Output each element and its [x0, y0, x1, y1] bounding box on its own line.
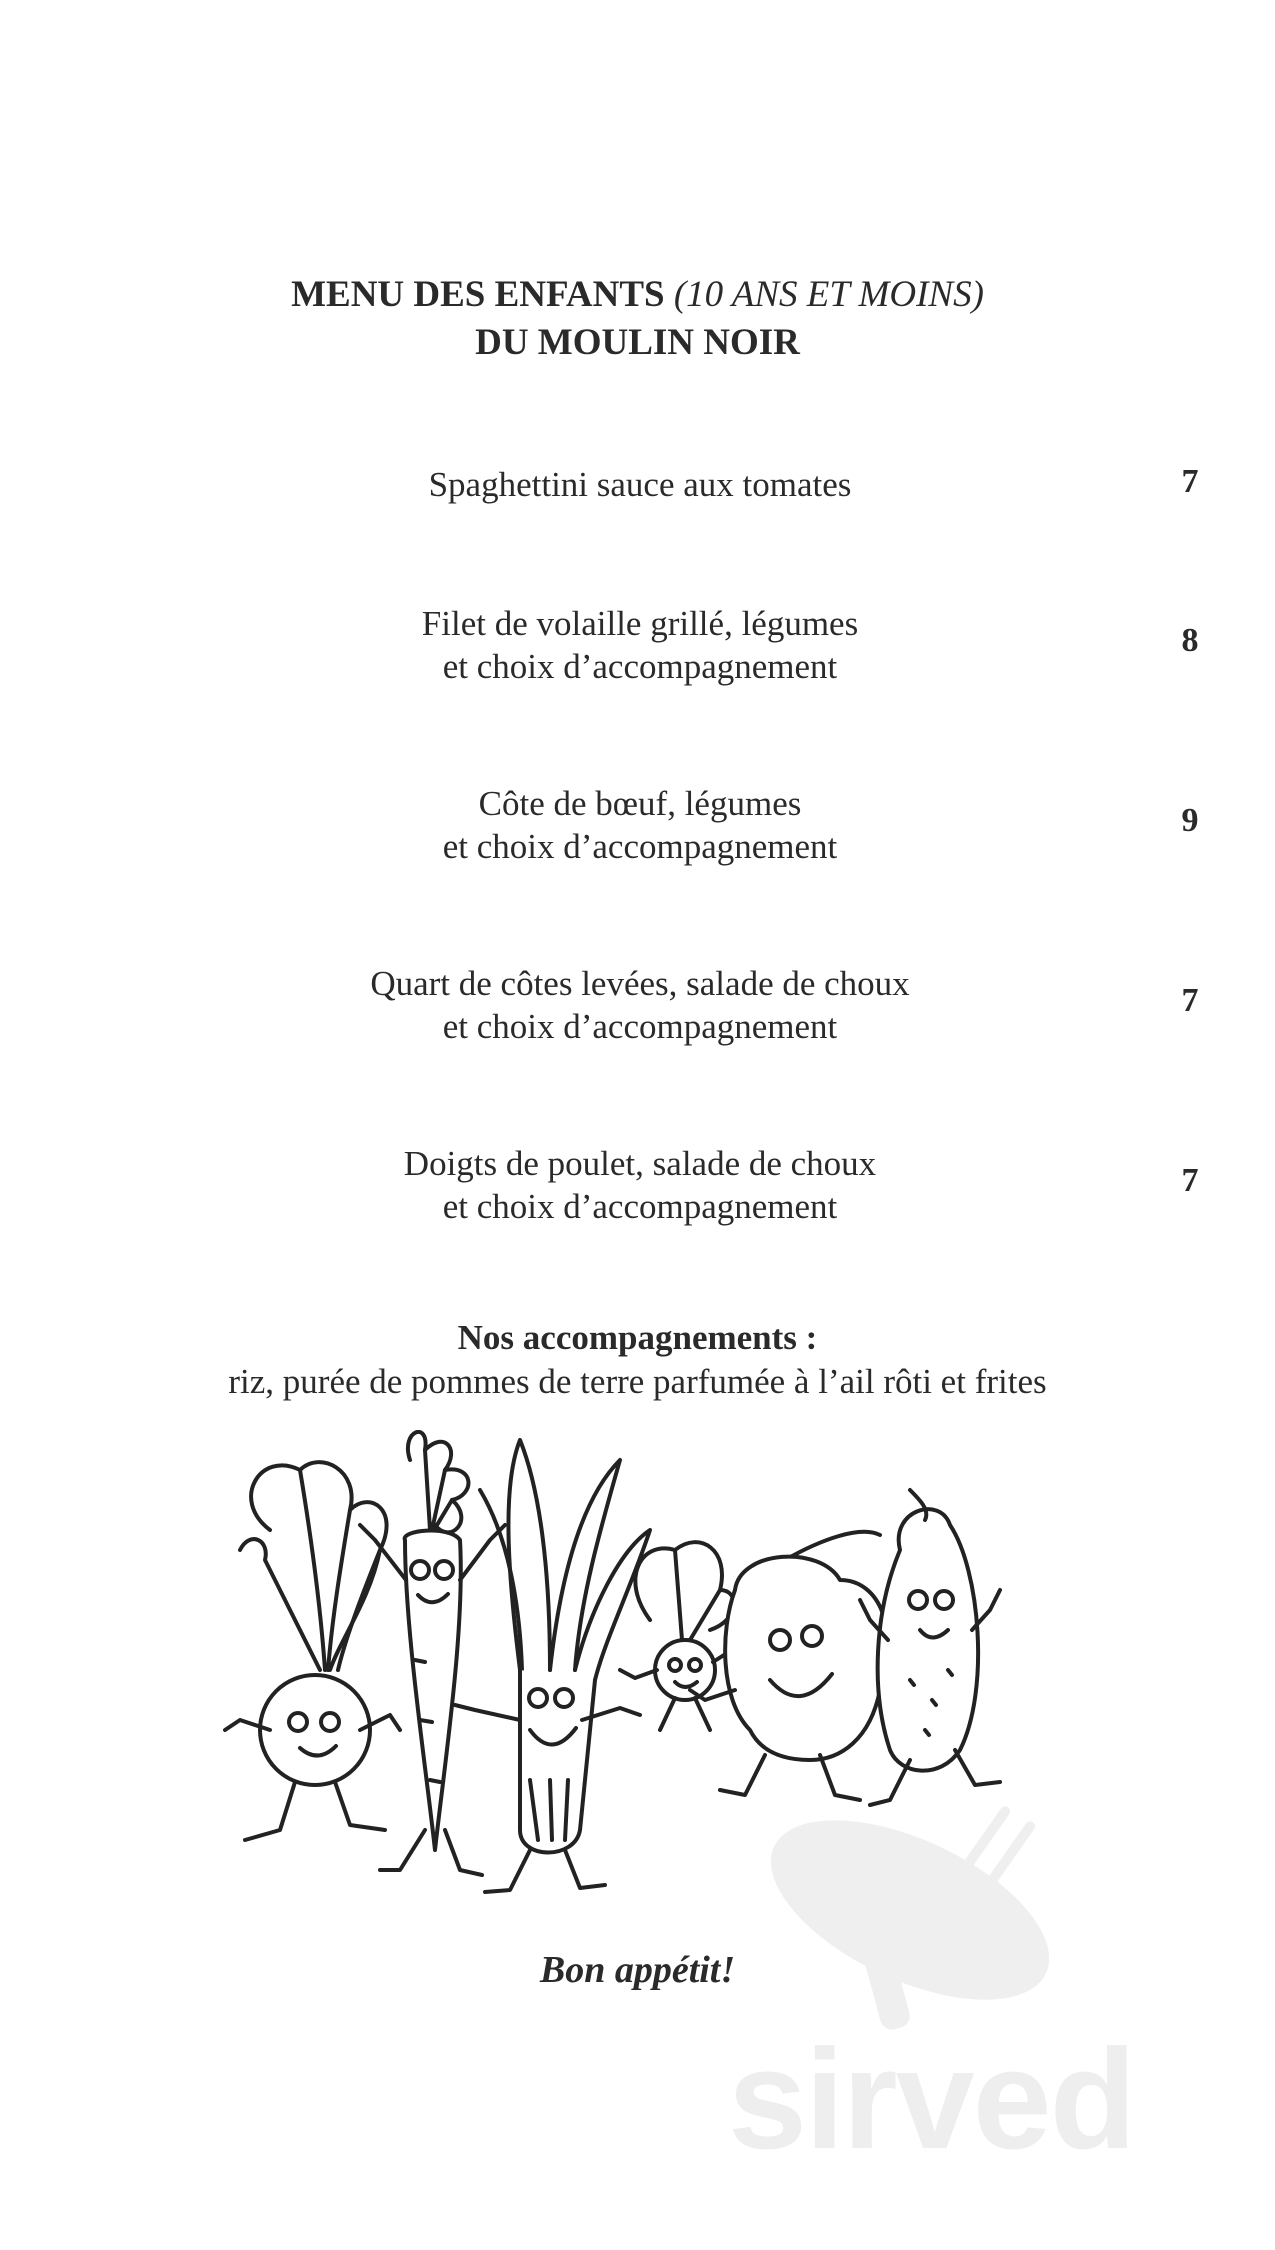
menu-title-age: (10 ANS ET MOINS) — [673, 274, 984, 315]
sides-list: riz, purée de pommes de terre parfumée à l’ail rôti et frites — [228, 1362, 1047, 1401]
menu-item-detail: et choix d’accompagnement — [442, 1007, 838, 1046]
menu-item-3-price: 9 — [1181, 802, 1199, 839]
menu-item-name: Doigts de poulet, salade de choux — [403, 1144, 877, 1183]
beet-icon — [225, 1462, 400, 1840]
menu-subtitle — [0, 320, 1275, 366]
menu-item-5 — [230, 1142, 1050, 1228]
cucumber-icon — [860, 1490, 1000, 1805]
menu-item-1 — [230, 463, 1050, 506]
sirved-watermark-text: sirved — [728, 2020, 1135, 2179]
restaurant-name: DU MOULIN NOIR — [475, 322, 800, 363]
menu-item-name: Filet de volaille grillé, légumes — [421, 604, 859, 643]
menu-item-4-price: 7 — [1181, 982, 1199, 1019]
dancing-vegetables-icon — [220, 1430, 1070, 1910]
closing-greeting: Bon appétit! — [539, 1949, 736, 1991]
sides-title: Nos accompagnements : — [457, 1318, 818, 1357]
menu-title-main: MENU DES ENFANTS — [291, 274, 665, 315]
menu-title — [0, 272, 1275, 318]
menu-item-detail: et choix d’accompagnement — [442, 1187, 838, 1226]
menu-item-5-price: 7 — [1181, 1162, 1199, 1199]
menu-item-4 — [230, 962, 1050, 1048]
menu-item-detail: et choix d’accompagnement — [442, 647, 838, 686]
menu-item-2-price: 8 — [1181, 622, 1199, 659]
menu-item-2 — [230, 602, 1050, 688]
menu-item-1-price: 7 — [1181, 463, 1199, 500]
menu-item-name: Spaghettini sauce aux tomates — [428, 465, 852, 504]
menu-item-name: Quart de côtes levées, salade de choux — [370, 964, 910, 1003]
menu-item-detail: et choix d’accompagnement — [442, 827, 838, 866]
menu-item-3 — [230, 782, 1050, 868]
menu-item-name: Côte de bœuf, légumes — [478, 784, 802, 823]
leek-icon — [455, 1440, 650, 1892]
